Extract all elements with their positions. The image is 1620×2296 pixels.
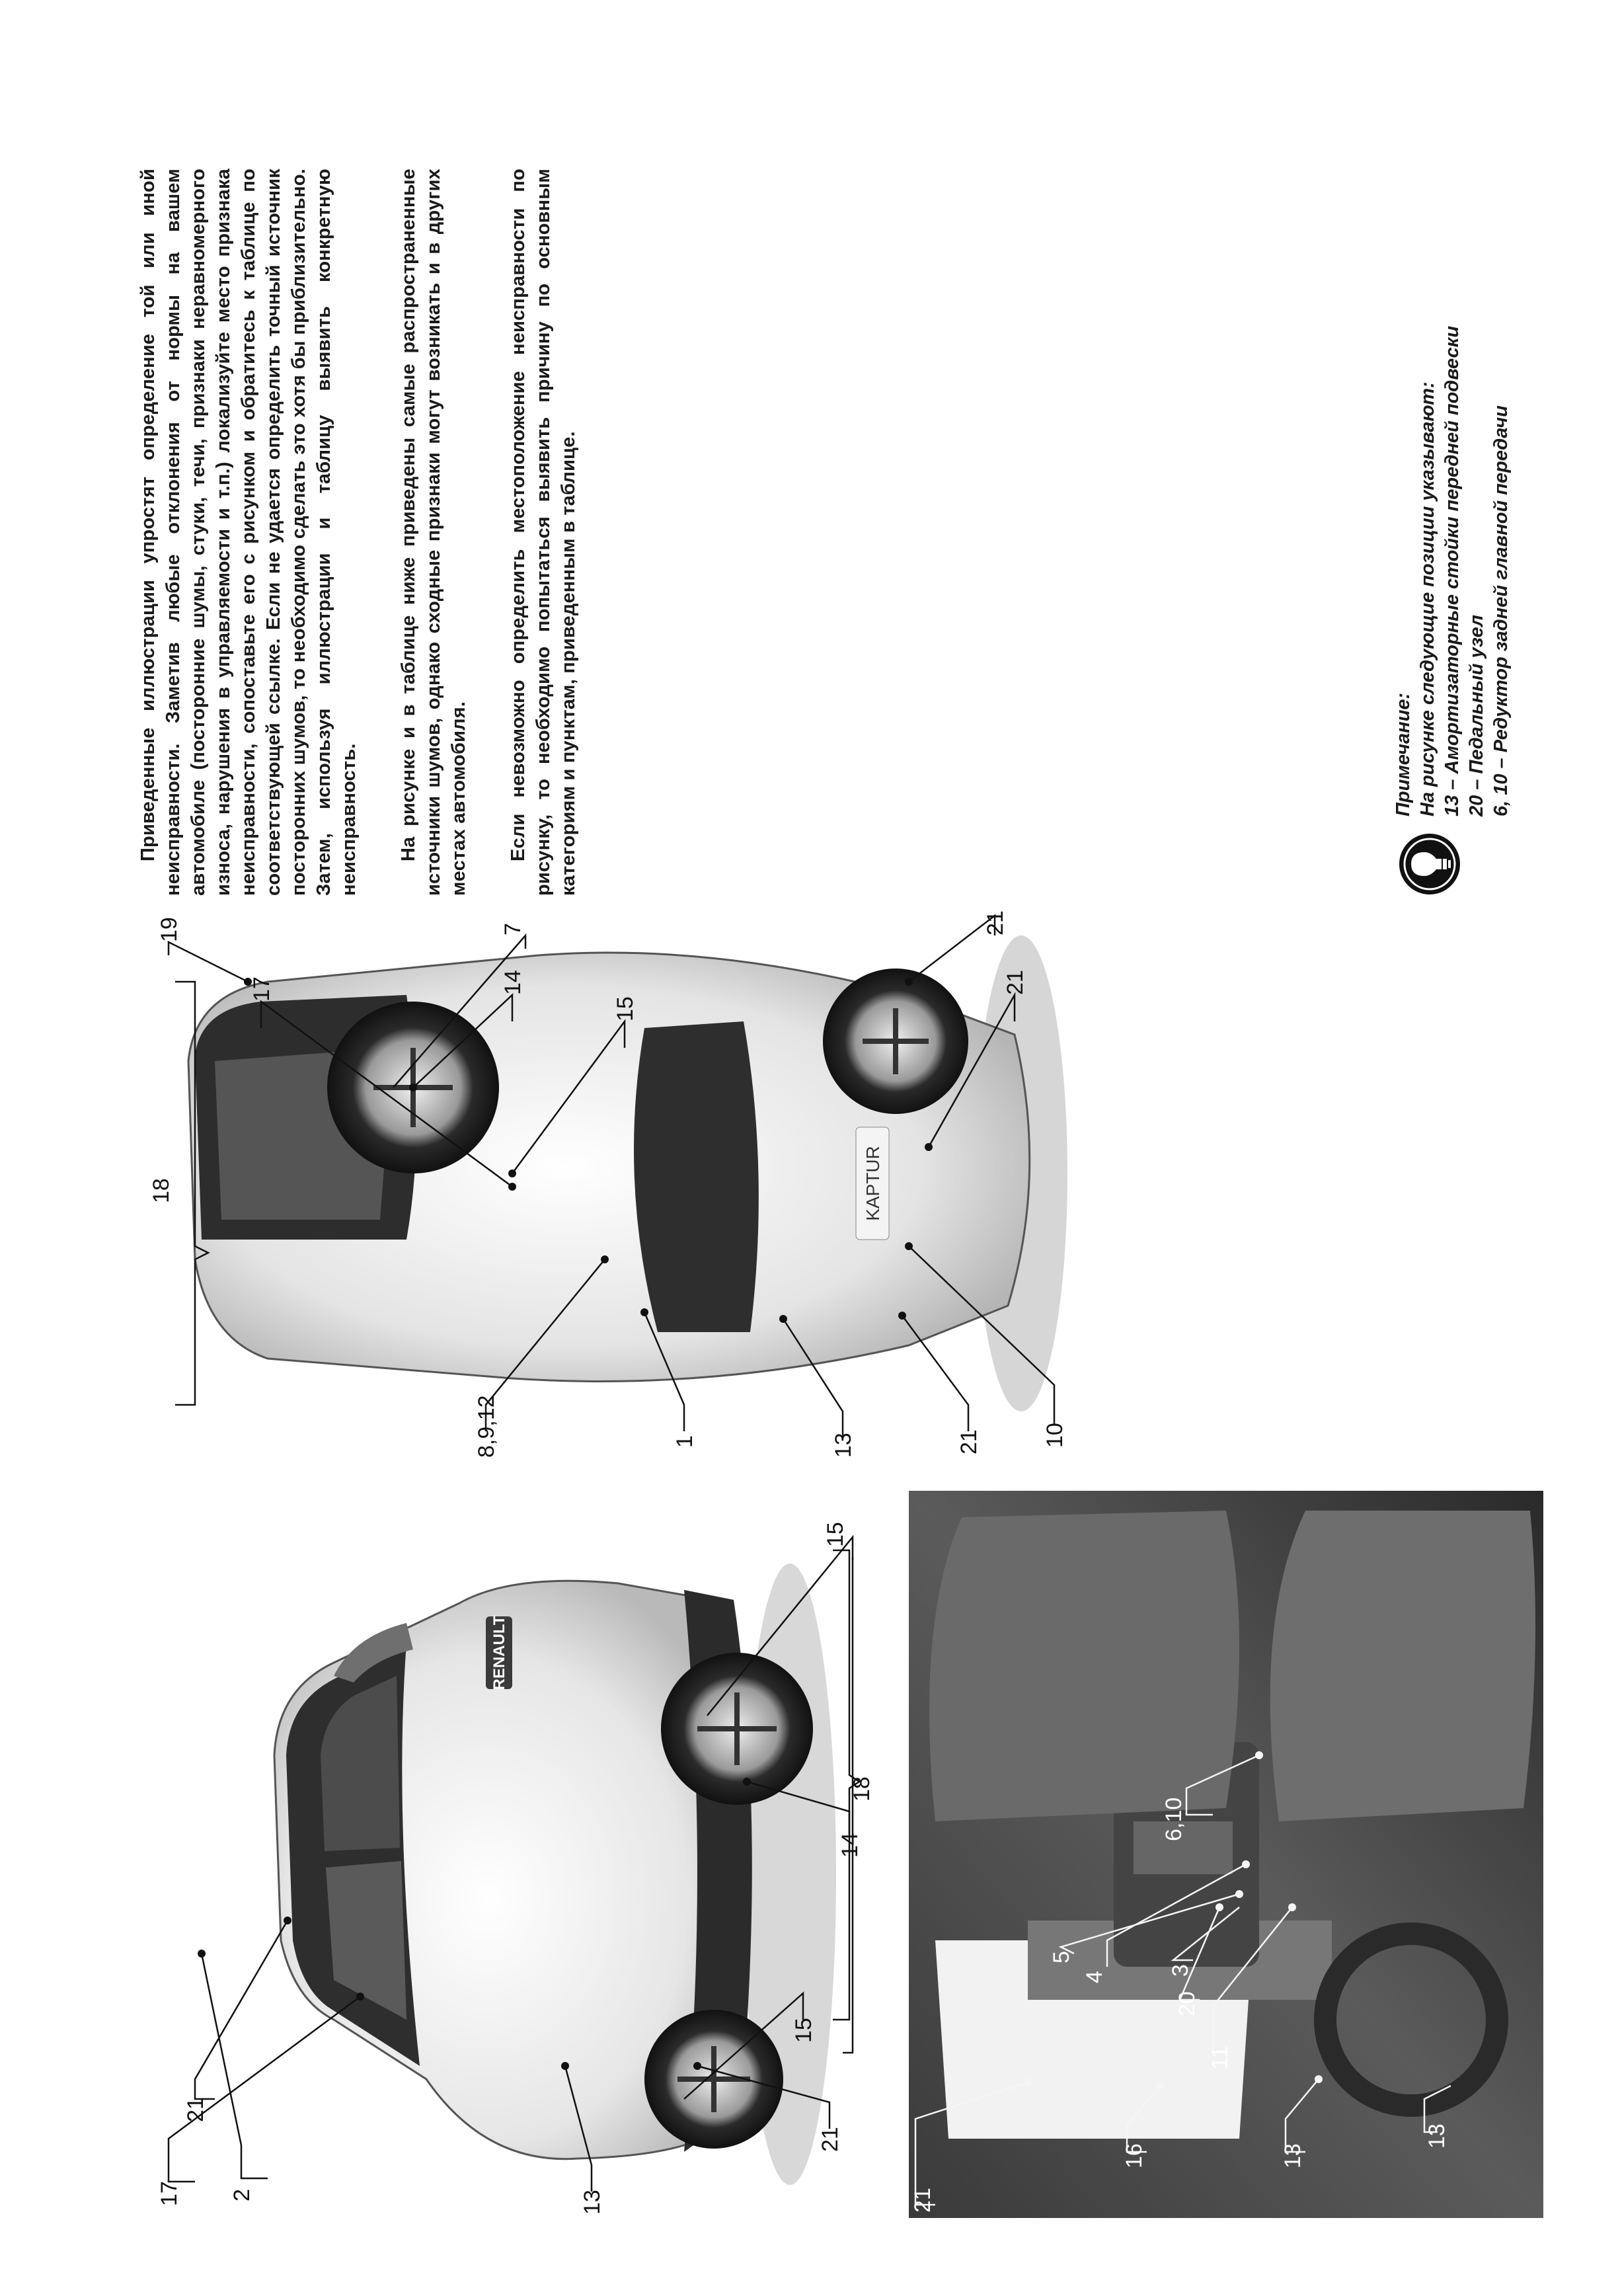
callout-14: 14 xyxy=(500,970,525,995)
callout-20: 20 xyxy=(1175,1991,1200,2016)
rotated-page xyxy=(116,155,1543,2218)
note-title: Примечание: xyxy=(1393,692,1414,816)
callout-21: 21 xyxy=(983,910,1008,935)
callout-5: 5 xyxy=(1049,1951,1074,1963)
callout-4: 4 xyxy=(1082,1971,1107,1983)
callout-21: 21 xyxy=(956,1429,982,1454)
callout-13: 13 xyxy=(1424,2123,1449,2149)
callout-13: 13 xyxy=(1280,2143,1305,2168)
callout-2: 2 xyxy=(229,2189,254,2201)
callout-19: 19 xyxy=(157,917,182,942)
callout-3: 3 xyxy=(1168,1964,1193,1977)
kaptur-badge: KAPTUR xyxy=(863,1146,883,1221)
callout-16: 16 xyxy=(1122,2143,1147,2168)
callout-21: 21 xyxy=(910,2188,935,2213)
renault-badge: RENAULT xyxy=(490,1615,508,1690)
callout-14: 14 xyxy=(837,1833,863,1858)
paragraph-table-hint: Если невозможно определить местоположение неисправности по рисунку, то необходимо попытаться выявить причину по основным категориям и пунктам, приведенным в таблице. xyxy=(508,169,579,896)
callout-15: 15 xyxy=(823,1522,848,1547)
note-item: 20 – Педальный узел xyxy=(1466,615,1487,816)
note-intro: На рисунке следующие позиции указывают: xyxy=(1417,381,1438,816)
body-text xyxy=(135,169,615,896)
callout-10: 10 xyxy=(1042,1423,1067,1448)
interior-view-photo xyxy=(909,1491,1543,2218)
front-view-illustration xyxy=(116,896,1107,1458)
note-item: 6, 10 – Редуктор задней главной передачи xyxy=(1490,405,1512,816)
rear-view-illustration xyxy=(116,1522,874,2218)
paragraph-intro: Приведенные иллюстрации упростят определение той или иной неисправности. Заметив любые отклонения от нормы на вашем автомобиле (посторонние шумы, стуки, течи, признаки неравномерного износа, нарушения в управляемости и т.п.) локализуйте место признака неисправности, сопоставьте его с рисунком и обратитесь к таблице по соответствующей ссылке. Если не удается определить точный источник посторонних шумов, то необходимо сделать это хотя бы приблизительно. Затем, используя иллюстрации и таблицу выявить конкретную неисправность. xyxy=(137,169,360,896)
note-item: 13 – Амортизаторные стойки передней подвески xyxy=(1442,325,1463,816)
note-text xyxy=(1391,326,1514,816)
callout-15: 15 xyxy=(613,996,638,1021)
callout-6-10: 6,10 xyxy=(1161,1797,1186,1841)
callout-1: 1 xyxy=(672,1435,697,1448)
callout-8-9-12: 8,9,12 xyxy=(474,1395,499,1458)
callout-21: 21 xyxy=(1003,970,1028,995)
callout-21: 21 xyxy=(818,2127,843,2152)
callout-21: 21 xyxy=(183,2097,208,2122)
note-box xyxy=(1391,169,1524,896)
callout-17: 17 xyxy=(157,2181,182,2206)
lightbulb-icon xyxy=(1398,832,1461,896)
callout-7: 7 xyxy=(500,923,525,935)
callout-18: 18 xyxy=(849,1776,874,1801)
callout-17: 17 xyxy=(249,976,274,1002)
callout-13: 13 xyxy=(831,1433,856,1458)
callout-18: 18 xyxy=(149,1178,174,1203)
paragraph-common-sources: На рисунке и в таблице ниже приведены самые распространенные источники шумов, однако сходные признаки могут возникать и в других местах автомобиля. xyxy=(398,169,469,896)
callout-15: 15 xyxy=(791,2018,816,2043)
callout-11: 11 xyxy=(1208,2045,1233,2069)
callout-13: 13 xyxy=(580,2190,605,2215)
